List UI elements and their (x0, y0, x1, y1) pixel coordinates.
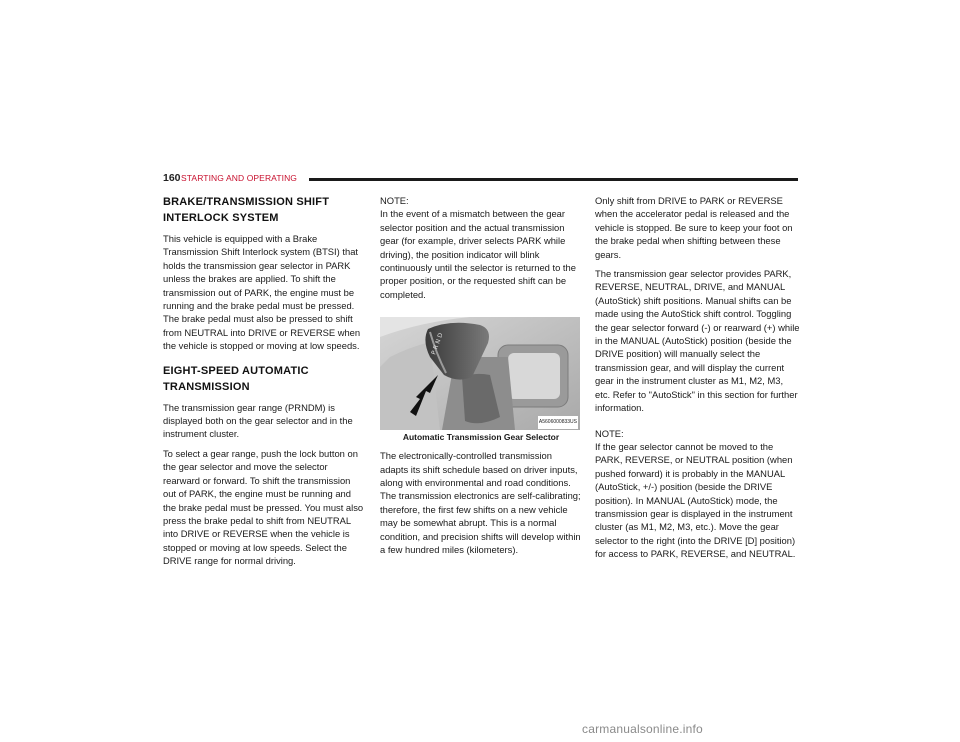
svg-text:P R N D: P R N D (430, 332, 445, 356)
watermark: carmanualsonline.info (582, 722, 703, 736)
figure-code: A5606000833US (538, 416, 578, 429)
heading-eight-speed (163, 363, 365, 395)
column-right (595, 194, 800, 567)
paragraph: The transmission gear range (PRNDM) is displayed both on the gear selector and in the instrument cluster. (163, 401, 353, 440)
paragraph: To select a gear range, push the lock button on the gear selector and move the selector rearward or forward. To shift the transmission out of PARK, the engine must be running and the brake pedal must be pressed. You must also press the brake pedal to shift from NEUTRAL into DRIVE or REVERSE when the vehicle is stopped or moving at low speeds. Select the DRIVE range for normal driving. (163, 447, 364, 567)
paragraph: The transmission gear selector provides PARK, REVERSE, NEUTRAL, DRIVE, and MANUAL (AutoStick) shift positions. Manual shifts can be made using the AutoStick shift control. Toggling the gear selector forward (-) or rearward (+) while in the MANUAL (AutoStick) position (beside the DRIVE position) will manually select the transmission gear, and will display the current gear in the instrument cluster as M1, M2, M3, etc. Refer to "AutoStick" in this section for further information. (595, 268, 800, 414)
heading-line: EIGHT-SPEED AUTOMATIC (163, 364, 309, 377)
gear-selector-illustration (380, 317, 580, 430)
heading-line: INTERLOCK SYSTEM (163, 212, 279, 224)
heading-line: BRAKE/TRANSMISSION SHIFT (163, 196, 330, 208)
note-text: If the gear selector cannot be moved to the PARK, REVERSE, or NEUTRAL position (when pushed forward) it is probably in the MANUAL (AutoStick, +/-) position (beside the DRIVE position). In MANUAL (AutoStick) mode, the transmission gear is displayed in the instrument cluster (as M1, M2, M3, etc.). Move the gear selector to the right (into the DRIVE [D] position) for access to PARK, REVERSE, and NEUTRAL. (595, 440, 796, 560)
gear-selector-figure (380, 317, 580, 430)
column-middle (380, 194, 582, 563)
note-label: NOTE: (595, 427, 624, 439)
paragraph: The electronically-controlled transmission adapts its shift schedule based on driver inputs, along with environmental and road conditions. The transmission electronics are self-calibrating; therefore, the first few shifts on a new vehicle may be somewhat abrupt. This is a normal condition, and precision shifts will develop within a few hundred miles (kilometers). (380, 450, 581, 556)
page-number: 160 (163, 172, 181, 184)
heading-line: TRANSMISSION (163, 380, 250, 393)
figure-caption: Automatic Transmission Gear Selector (402, 432, 560, 443)
header-rule (309, 178, 798, 181)
column-left (163, 194, 365, 574)
note-label: NOTE: (380, 195, 409, 206)
heading-brake-interlock (163, 194, 365, 226)
note-text: In the event of a mismatch between the gear selector position and the actual transmission gear (for example, driver selects PARK while driving), the position indicator will blink continuously until the selector is returned to the proper position, or the requested shift can be completed. (380, 208, 576, 300)
paragraph: This vehicle is equipped with a Brake Transmission Shift Interlock system (BTSI) that holds the transmission gear selector in PARK unless the brakes are applied. To shift the transmission out of PARK, the engine must be running and the brake pedal must be pressed. The brake pedal must also be pressed to shift from NEUTRAL into DRIVE or REVERSE when the vehicle is stopped or moving at low speeds. (163, 233, 361, 352)
page-header (163, 172, 798, 186)
paragraph: Only shift from DRIVE to PARK or REVERSE when the accelerator pedal is released and the vehicle is stopped. Be sure to keep your foot on the brake pedal when shifting between these gears. (595, 195, 793, 260)
section-title: STARTING AND OPERATING (181, 173, 298, 183)
